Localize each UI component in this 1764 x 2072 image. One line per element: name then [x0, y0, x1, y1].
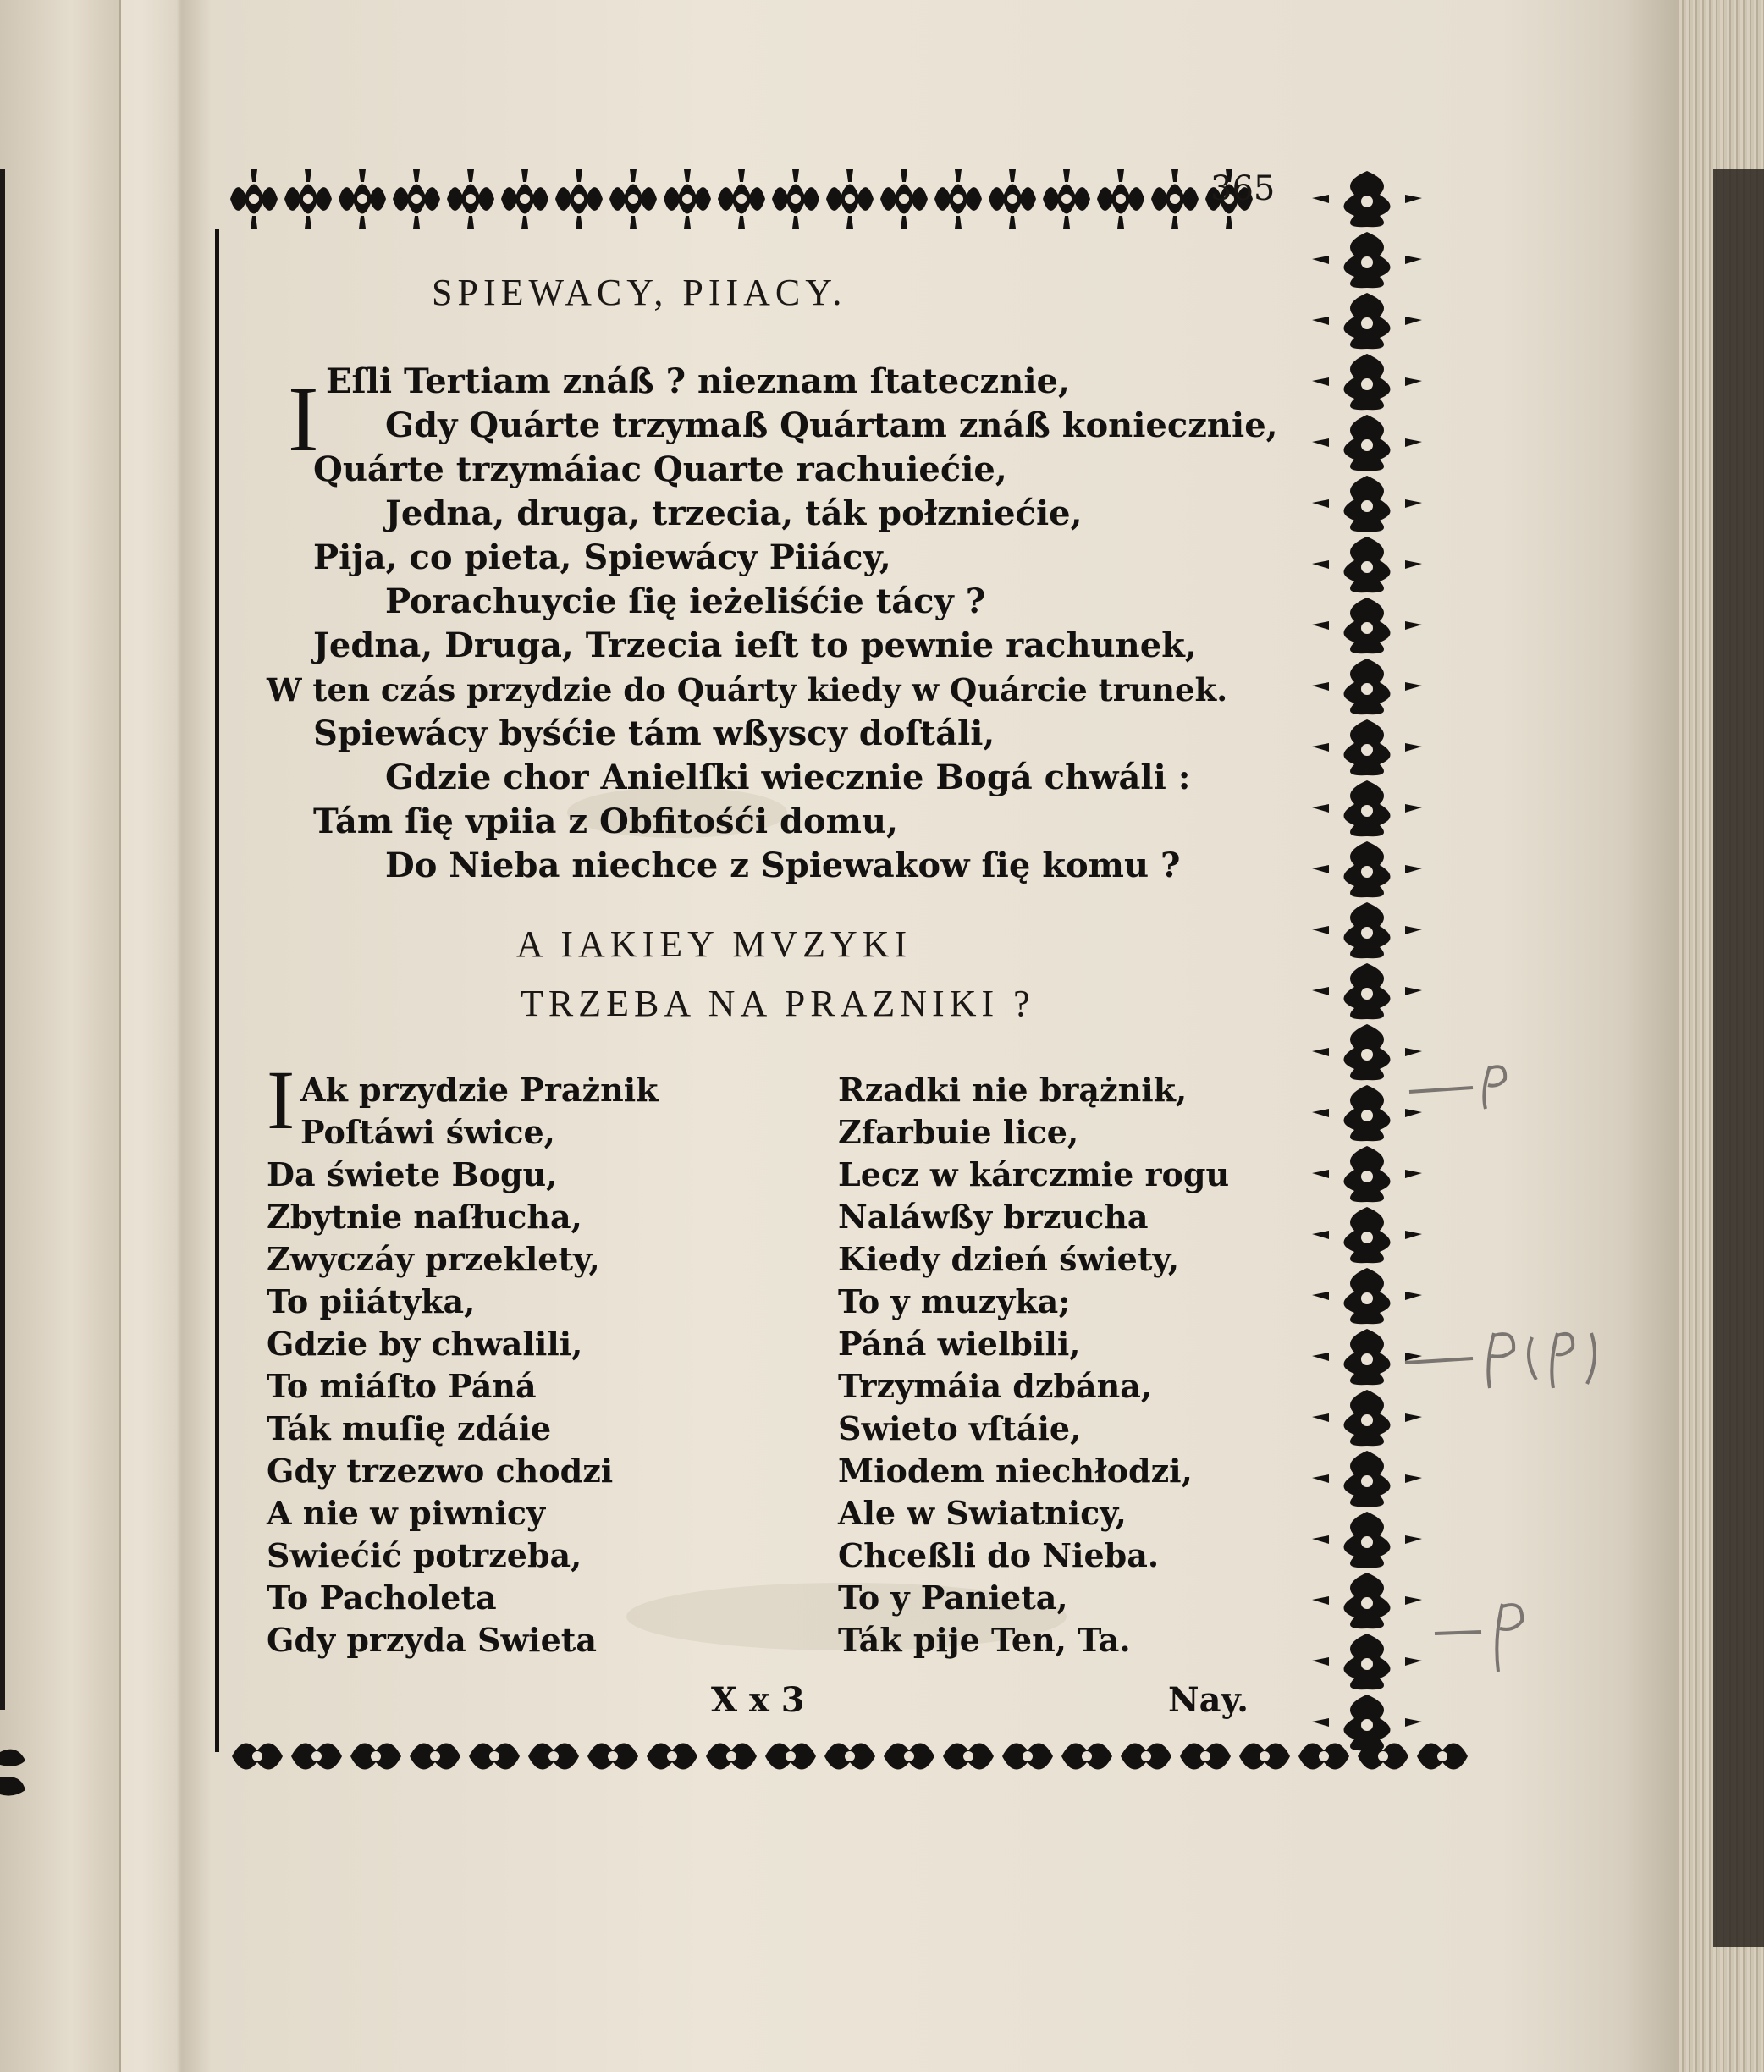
page-365	[127, 42, 1651, 2057]
left-page-edge	[0, 0, 121, 2072]
right-ornament-column	[1312, 169, 1422, 1761]
left-column-line: Gdzie by chwalili,	[267, 1325, 583, 1363]
pencil-mark	[1430, 1600, 1557, 1676]
right-column-line: Miodem niechłodzi,	[838, 1452, 1193, 1490]
right-column-line: Ale w Swiatnicy,	[838, 1494, 1127, 1532]
verse-line: Tám ſię vpiia z Obfitośći domu,	[313, 802, 898, 841]
left-column-line: Swiećić potrzeba,	[267, 1536, 582, 1574]
bottom-ornament-band	[229, 1727, 1473, 1786]
section-title-line-2: TRZEBA NA PRAZNIKI ?	[521, 983, 1035, 1024]
left-column-line: Ak przydzie Prażnik	[300, 1071, 659, 1109]
left-frame-rule	[215, 229, 219, 1752]
page-number: 365	[1210, 169, 1276, 208]
verse-line: Do Nieba niechce z Spiewakow ſię komu ?	[385, 846, 1181, 885]
verse-line: Pija, co pieta, Spiewácy Piiácy,	[313, 537, 891, 577]
right-column-line: Swieto vſtáie,	[838, 1409, 1082, 1447]
verse-line: Jedna, Druga, Trzecia ieſt to pewnie rachunek,	[313, 625, 1197, 665]
right-column-line: Páná wielbili,	[838, 1325, 1081, 1363]
left-column-line: To miáſto Páná	[267, 1367, 537, 1405]
drop-cap: I	[288, 367, 319, 471]
signature-mark: X x 3	[711, 1680, 805, 1720]
left-column-line: Da świete Bogu,	[267, 1155, 558, 1193]
verse-line: Eſli Tertiam znáß ? nieznam ſtatecznie,	[326, 361, 1070, 401]
pencil-mark	[1405, 1058, 1541, 1117]
right-column-line: To y muzyka;	[838, 1282, 1071, 1320]
right-column-line: Kiedy dzień świety,	[838, 1240, 1180, 1278]
left-column-line: Gdy trzezwo chodzi	[267, 1452, 614, 1490]
verse-line: Jedna, druga, trzecia, ták połzniećie,	[385, 493, 1083, 533]
right-column-line: Ták pije Ten, Ta.	[838, 1621, 1131, 1659]
right-column-line: Naláwßy brzucha	[838, 1198, 1149, 1236]
catchword: Nay.	[1168, 1680, 1249, 1720]
left-column-line: Gdy przyda Swieta	[267, 1621, 597, 1659]
drop-cap: I	[267, 1053, 295, 1147]
poem-title: SPIEWACY, PIIACY.	[432, 272, 847, 313]
right-column-line: To y Panieta,	[838, 1579, 1068, 1617]
left-column-line: Zwyczáy przeklety,	[267, 1240, 600, 1278]
left-column-line: To Pacholeta	[267, 1579, 497, 1617]
right-column-line: Rzadki nie brążnik,	[838, 1071, 1188, 1109]
left-column-line: Ták muſię zdáie	[267, 1409, 552, 1447]
verse-line: Gdzie chor Anielſki wiecznie Bogá chwáli :	[385, 758, 1191, 797]
pencil-mark	[1397, 1320, 1617, 1397]
verse-line: W ten czás przydzie do Quárty kiedy w Quárcie trunek.	[267, 671, 1228, 708]
left-column-line: Zbytnie naſłucha,	[267, 1198, 582, 1236]
right-column-line: Zfarbuie lice,	[838, 1113, 1079, 1151]
right-column-line: Chceßli do Nieba.	[838, 1536, 1160, 1574]
section-title-line-1: A IAKIEY MVZYKI	[516, 923, 912, 965]
left-ornament-fragment	[0, 1744, 34, 1803]
verse-line: Quárte trzymáiac Quarte rachuiećie,	[313, 449, 1007, 489]
left-column-line: Poſtáwi świce,	[300, 1113, 555, 1151]
verse-line: Gdy Quárte trzymaß Quártam znáß koniecznie,	[385, 405, 1278, 445]
right-column-line: Lecz w kárczmie rogu	[838, 1155, 1230, 1193]
top-ornament-band	[229, 169, 1312, 229]
verse-line: Spiewácy byśćie tám wßyscy doſtáli,	[313, 714, 995, 753]
cover-edge	[1713, 169, 1764, 1947]
right-column-line: Trzymáia dzbána,	[838, 1367, 1153, 1405]
left-frame-rule	[0, 169, 5, 1710]
left-column-line: A nie w piwnicy	[267, 1494, 546, 1532]
verse-line: Porachuycie ſię ieżeliśćie tácy ?	[385, 581, 986, 621]
left-column-line: To piiátyka,	[267, 1282, 476, 1320]
